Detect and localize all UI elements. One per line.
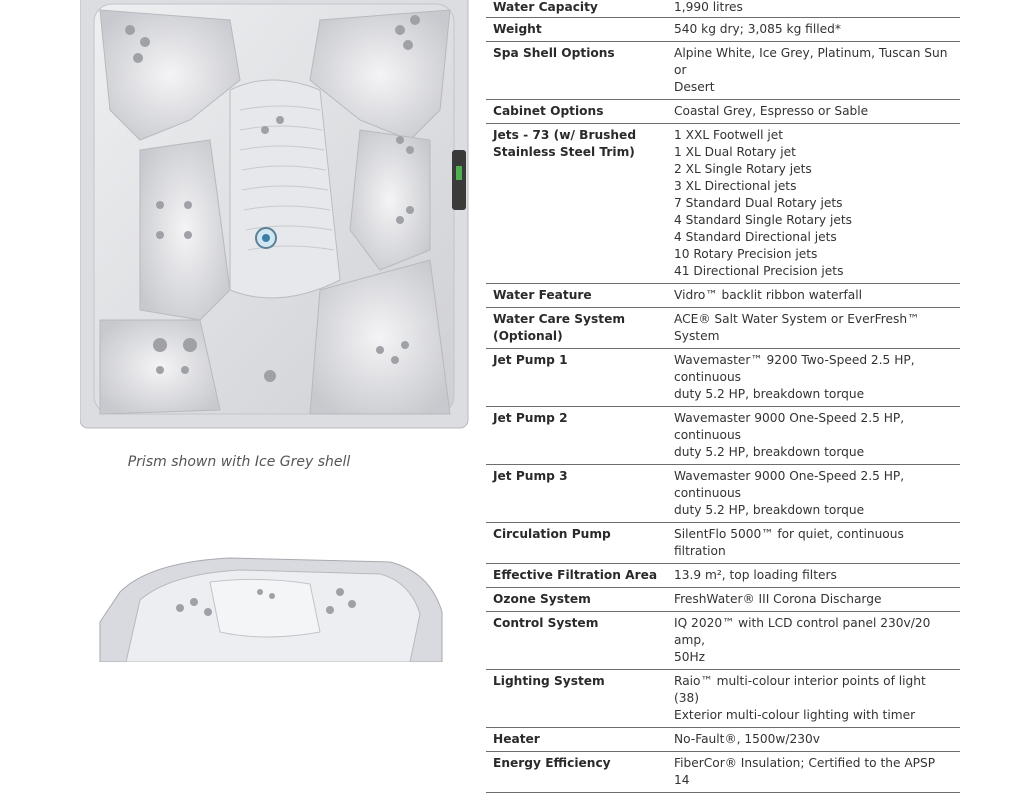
- spec-row: [486, 564, 960, 588]
- spec-label: Jet Pump 1: [486, 349, 667, 407]
- spec-label: Lighting System: [486, 670, 667, 728]
- spec-value: [667, 100, 960, 124]
- spec-value: [667, 284, 960, 308]
- spec-row: [486, 18, 960, 42]
- spec-value-line: Vidro™ backlit ribbon waterfall: [674, 288, 863, 302]
- spec-row: [486, 42, 960, 100]
- spec-value-line: Wavemaster 9000 One-Speed 2.5 HP, continuous: [674, 411, 905, 442]
- spec-row: [486, 124, 960, 284]
- spec-row: [486, 465, 960, 523]
- spec-label: Heater: [486, 728, 667, 752]
- spec-value-line: 41 Directional Precision jets: [674, 264, 844, 278]
- spec-label: Ozone System: [486, 588, 667, 612]
- spec-value: [667, 407, 960, 465]
- spec-value-line: 4 Standard Single Rotary jets: [674, 213, 853, 227]
- spec-value-line: IQ 2020™ with LCD control panel 230v/20 amp,: [674, 616, 931, 647]
- spec-label: Water Care System (Optional): [486, 308, 667, 349]
- spec-value-line: 1,990 litres: [674, 0, 743, 14]
- spec-value-line: 10 Rotary Precision jets: [674, 247, 818, 261]
- spa-top-view-image: [80, 0, 470, 430]
- spec-label: Energy Efficiency: [486, 752, 667, 793]
- image-caption: Prism shown with Ice Grey shell: [127, 454, 351, 470]
- spec-value-line: Wavemaster™ 9200 Two-Speed 2.5 HP, continuous: [674, 353, 915, 384]
- spec-value-line: 4 Standard Directional jets: [674, 230, 837, 244]
- spec-value-line: SilentFlo 5000™ for quiet, continuous filtration: [674, 527, 904, 558]
- spec-label: Cabinet Options: [486, 100, 667, 124]
- spec-row: [486, 349, 960, 407]
- spec-row: [486, 100, 960, 124]
- spec-value: [667, 124, 960, 284]
- spec-label: Water Capacity: [486, 0, 667, 18]
- spec-value: [667, 0, 960, 18]
- spec-value-line: duty 5.2 HP, breakdown torque: [674, 387, 865, 401]
- spec-label: Circulation Pump: [486, 523, 667, 564]
- spec-value-line: duty 5.2 HP, breakdown torque: [674, 445, 865, 459]
- spec-value-line: 13.9 m², top loading filters: [674, 568, 837, 582]
- spec-label: Control System: [486, 612, 667, 670]
- spec-value-line: Exterior multi-colour lighting with timer: [674, 708, 916, 722]
- spec-row: [486, 728, 960, 752]
- spec-value-line: Raio™ multi-colour interior points of light (38): [674, 674, 926, 705]
- spec-value-line: 3 XL Directional jets: [674, 179, 797, 193]
- spec-label: Weight: [486, 18, 667, 42]
- spec-value-line: Coastal Grey, Espresso or Sable: [674, 104, 869, 118]
- spec-row: [486, 588, 960, 612]
- spec-row: [486, 0, 960, 18]
- spec-value-line: 50Hz: [674, 650, 706, 664]
- spec-row: [486, 670, 960, 728]
- spec-value-line: ACE® Salt Water System or EverFresh™ System: [674, 312, 920, 343]
- spec-value-line: 2 XL Single Rotary jets: [674, 162, 812, 176]
- specifications-table: [486, 0, 960, 793]
- spec-value: [667, 752, 960, 793]
- spec-value: [667, 523, 960, 564]
- spec-value-line: duty 5.2 HP, breakdown torque: [674, 503, 865, 517]
- spec-value-line: 1 XXL Footwell jet: [674, 128, 784, 142]
- spec-label: Jet Pump 2: [486, 407, 667, 465]
- spec-value: [667, 18, 960, 42]
- spec-value-line: Alpine White, Ice Grey, Platinum, Tuscan Sun or: [674, 46, 948, 77]
- product-images-column: [0, 0, 480, 650]
- spa-angled-view-image: [90, 552, 450, 662]
- spec-value-line: 7 Standard Dual Rotary jets: [674, 196, 843, 210]
- spec-label: Effective Filtration Area: [486, 564, 667, 588]
- spec-value: [667, 670, 960, 728]
- spec-value: [667, 612, 960, 670]
- spec-label: Water Feature: [486, 284, 667, 308]
- spec-label: Jet Pump 3: [486, 465, 667, 523]
- spec-label: Spa Shell Options: [486, 42, 667, 100]
- spec-row: [486, 612, 960, 670]
- spec-value: [667, 564, 960, 588]
- spec-label: Jets - 73 (w/ Brushed Stainless Steel Trim): [486, 124, 667, 284]
- spec-row: [486, 407, 960, 465]
- spec-row: [486, 308, 960, 349]
- spec-value: [667, 42, 960, 100]
- spec-value-line: FiberCor® Insulation; Certified to the APSP 14: [674, 756, 936, 787]
- spec-value-line: 540 kg dry; 3,085 kg filled*: [674, 22, 841, 36]
- spec-value-line: Wavemaster 9000 One-Speed 2.5 HP, continuous: [674, 469, 905, 500]
- spec-value: [667, 588, 960, 612]
- spec-row: [486, 284, 960, 308]
- spec-value-line: FreshWater® III Corona Discharge: [674, 592, 882, 606]
- spec-row: [486, 752, 960, 793]
- spec-value-line: No-Fault®, 1500w/230v: [674, 732, 820, 746]
- spec-value: [667, 728, 960, 752]
- spec-row: [486, 523, 960, 564]
- spec-value-line: Desert: [674, 80, 715, 94]
- spec-value: [667, 465, 960, 523]
- spec-value: [667, 349, 960, 407]
- spec-value-line: 1 XL Dual Rotary jet: [674, 145, 796, 159]
- spec-value: [667, 308, 960, 349]
